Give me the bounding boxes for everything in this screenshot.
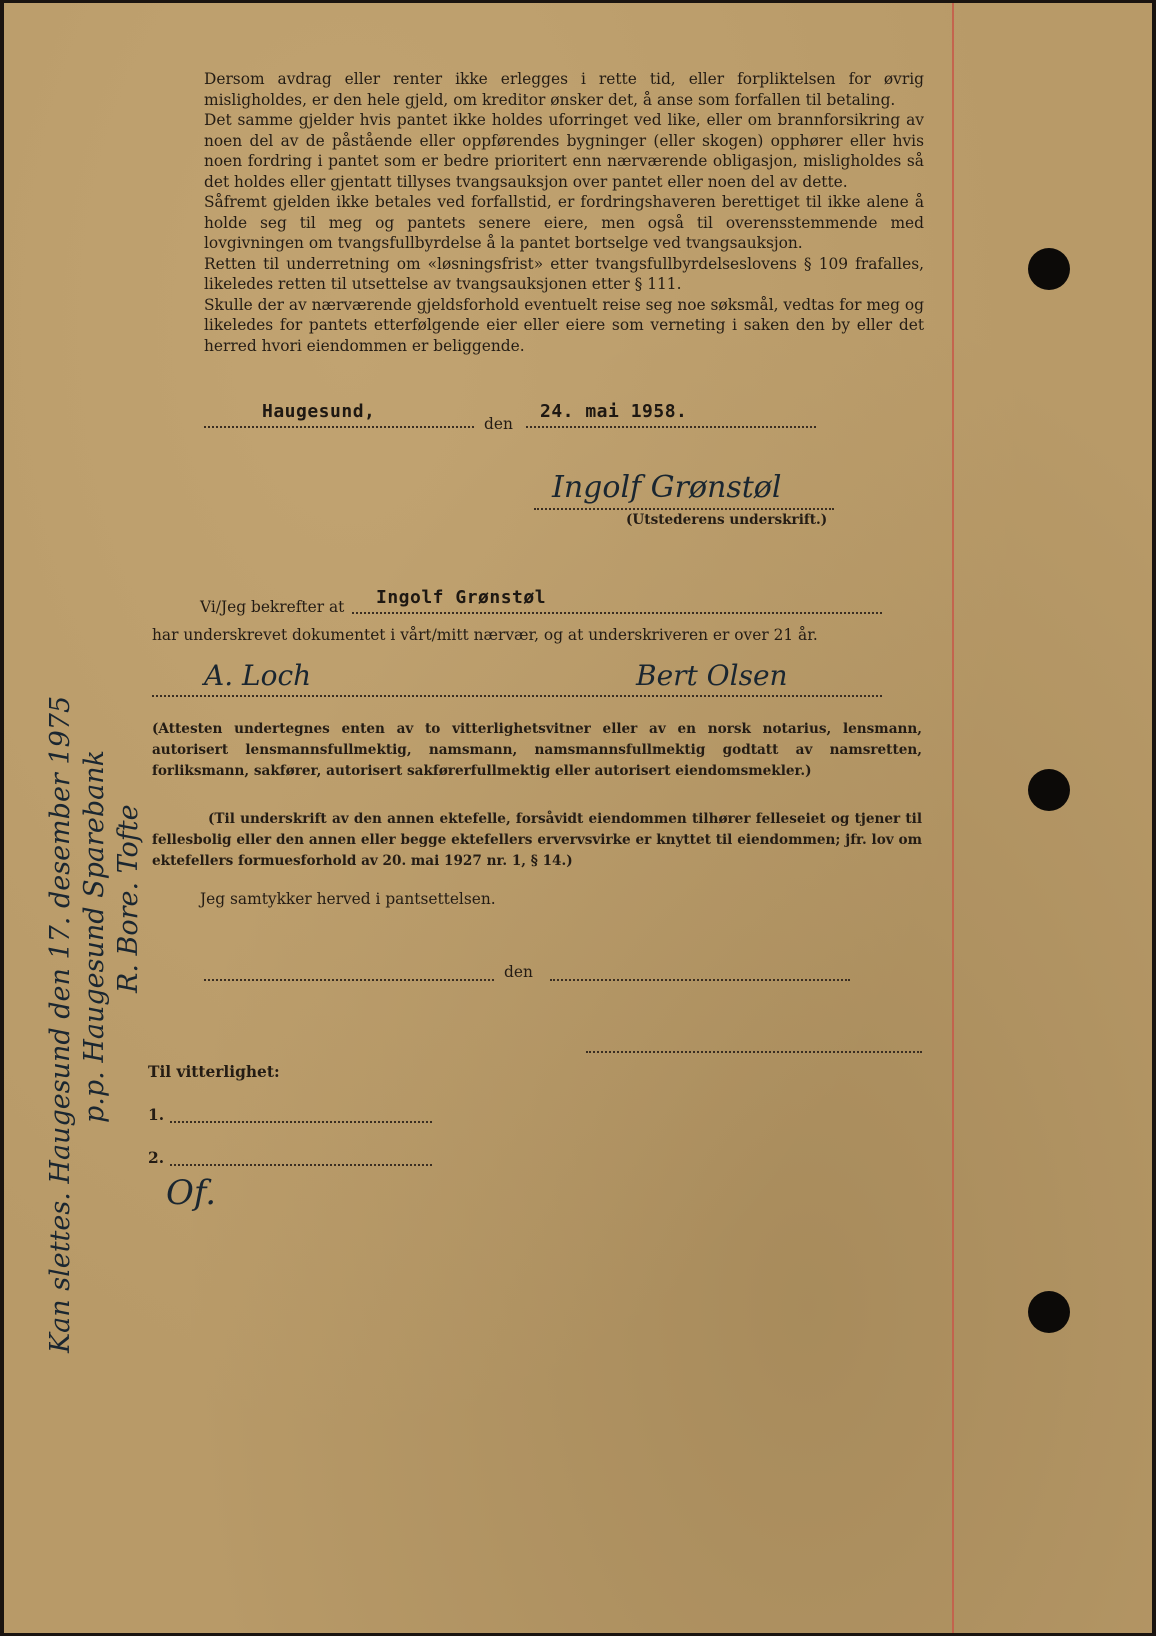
spouse-note: (Til underskrift av den annen ektefelle, forsåvidt eiendommen tilhører felleseiet og tjener til fellesbolig eller den annen eller begge ektefellers ervervsvirke er knyttet til eiendommen; jfr. lov om ektefellers formuesforhold av 20. mai 1927 nr. 1, § 14.) (152, 811, 922, 869)
witness-prefix: Vi/Jeg bekrefter at (200, 598, 345, 616)
margin-note (44, 696, 146, 1353)
signature-dotted-line (534, 508, 834, 510)
witness-signatures-dotted-line (152, 695, 882, 697)
date-dotted-line (526, 426, 816, 428)
punch-hole-middle (1028, 769, 1070, 811)
vitterlighet-item-2: 2. (148, 1149, 165, 1167)
second-date-dotted-line (550, 979, 850, 981)
margin-note-line-3: R. Bore. Tofte (113, 804, 144, 993)
spouse-signature-dotted-line (586, 1051, 922, 1053)
margin-note-line-1: Kan slettes. Haugesund den 17. desember 1975 (45, 695, 76, 1353)
witness-name-dotted-line (352, 612, 882, 614)
witness-name-typed: Ingolf Grønstøl (376, 587, 547, 608)
attest-note: (Attesten undertegnes enten av to vitterlighetsvitner eller av en norsk notarius, lensmann, autorisert lensmannsfullmektig, namsmann, namsmannsfullmektig godtatt av namsretten, forliksmann, sakfører, autorisert sakførerfullmektig eller autorisert eiendomsmekler.) (152, 721, 922, 779)
issuer-signature: Ingolf Grønstøl (552, 470, 782, 505)
paragraph-venue: Skulle der av nærværende gjeldsforhold eventuelt reise seg noe søksmål, vedtas for meg og likeledes for pantets etterfølgende eier eller eiere som verneting i saken den by eller det herred hvori eiendommen er beliggende. (204, 295, 924, 355)
issuer-caption: (Utstederens underskrift.) (626, 512, 828, 528)
witness-line2: har underskrevet dokumentet i vårt/mitt nærvær, og at underskriveren er over 21 år. (152, 626, 818, 644)
margin-note-line-2: p.p. Haugesund Sparebank (79, 749, 110, 1123)
vitterlighet-line-1 (170, 1121, 432, 1123)
consent-text: Jeg samtykker herved i pantsettelsen. (200, 890, 496, 908)
den-label: den (484, 415, 513, 433)
place-dotted-line (204, 426, 474, 428)
red-margin-line (952, 3, 954, 1633)
initials: Of. (166, 1173, 217, 1213)
punch-hole-top (1028, 248, 1070, 290)
second-place-dotted-line (204, 979, 494, 981)
witness-signature-2: Bert Olsen (636, 659, 788, 692)
vitterlighet-line-2 (170, 1164, 432, 1166)
paragraph-default: Dersom avdrag eller renter ikke erlegges i rette tid, eller forpliktelsen for øvrig misligholdes, er den hele gjeld, om kreditor ønsker det, å anse som forfallen til betaling. (204, 70, 924, 109)
place-text: Haugesund, (262, 401, 376, 422)
paragraph-maintenance: Det samme gjelder hvis pantet ikke holdes uforringet ved like, eller om brannforsikring av noen del av de påstående eller oppførendes bygninger (eller skogen) opphører eller hvis noen fordring i pantet som er bedre prioritert enn nærværende obligasjon, misligholdes så det holdes eller gjentatt tillyses tvangsauksjon over pantet eller noen del av dette. (204, 111, 924, 191)
paragraph-notice: Retten til underretning om «løsningsfrist» etter tvangsfullbyrdelseslovens § 109 frafalles, likeledes retten til utsettelse av tvangsauksjonen etter § 111. (204, 254, 924, 293)
document-page (4, 3, 1152, 1633)
second-den-label: den (504, 963, 533, 981)
witness-signature-1: A. Loch (204, 659, 312, 692)
body-text (204, 69, 924, 356)
punch-hole-bottom (1028, 1291, 1070, 1333)
date-text: 24. mai 1958. (540, 401, 688, 422)
vitterlighet-label: Til vitterlighet: (148, 1063, 280, 1081)
paragraph-enforcement: Såfremt gjelden ikke betales ved forfallstid, er fordringshaveren berettiget til ikke alene å holde seg til meg og pantets senere eiere, men også til overensstemmende med lovgivningen om tvangsfullbyrdelse å la pantet bortselge ved tvangsauksjon. (204, 193, 924, 252)
vitterlighet-item-1: 1. (148, 1106, 165, 1124)
